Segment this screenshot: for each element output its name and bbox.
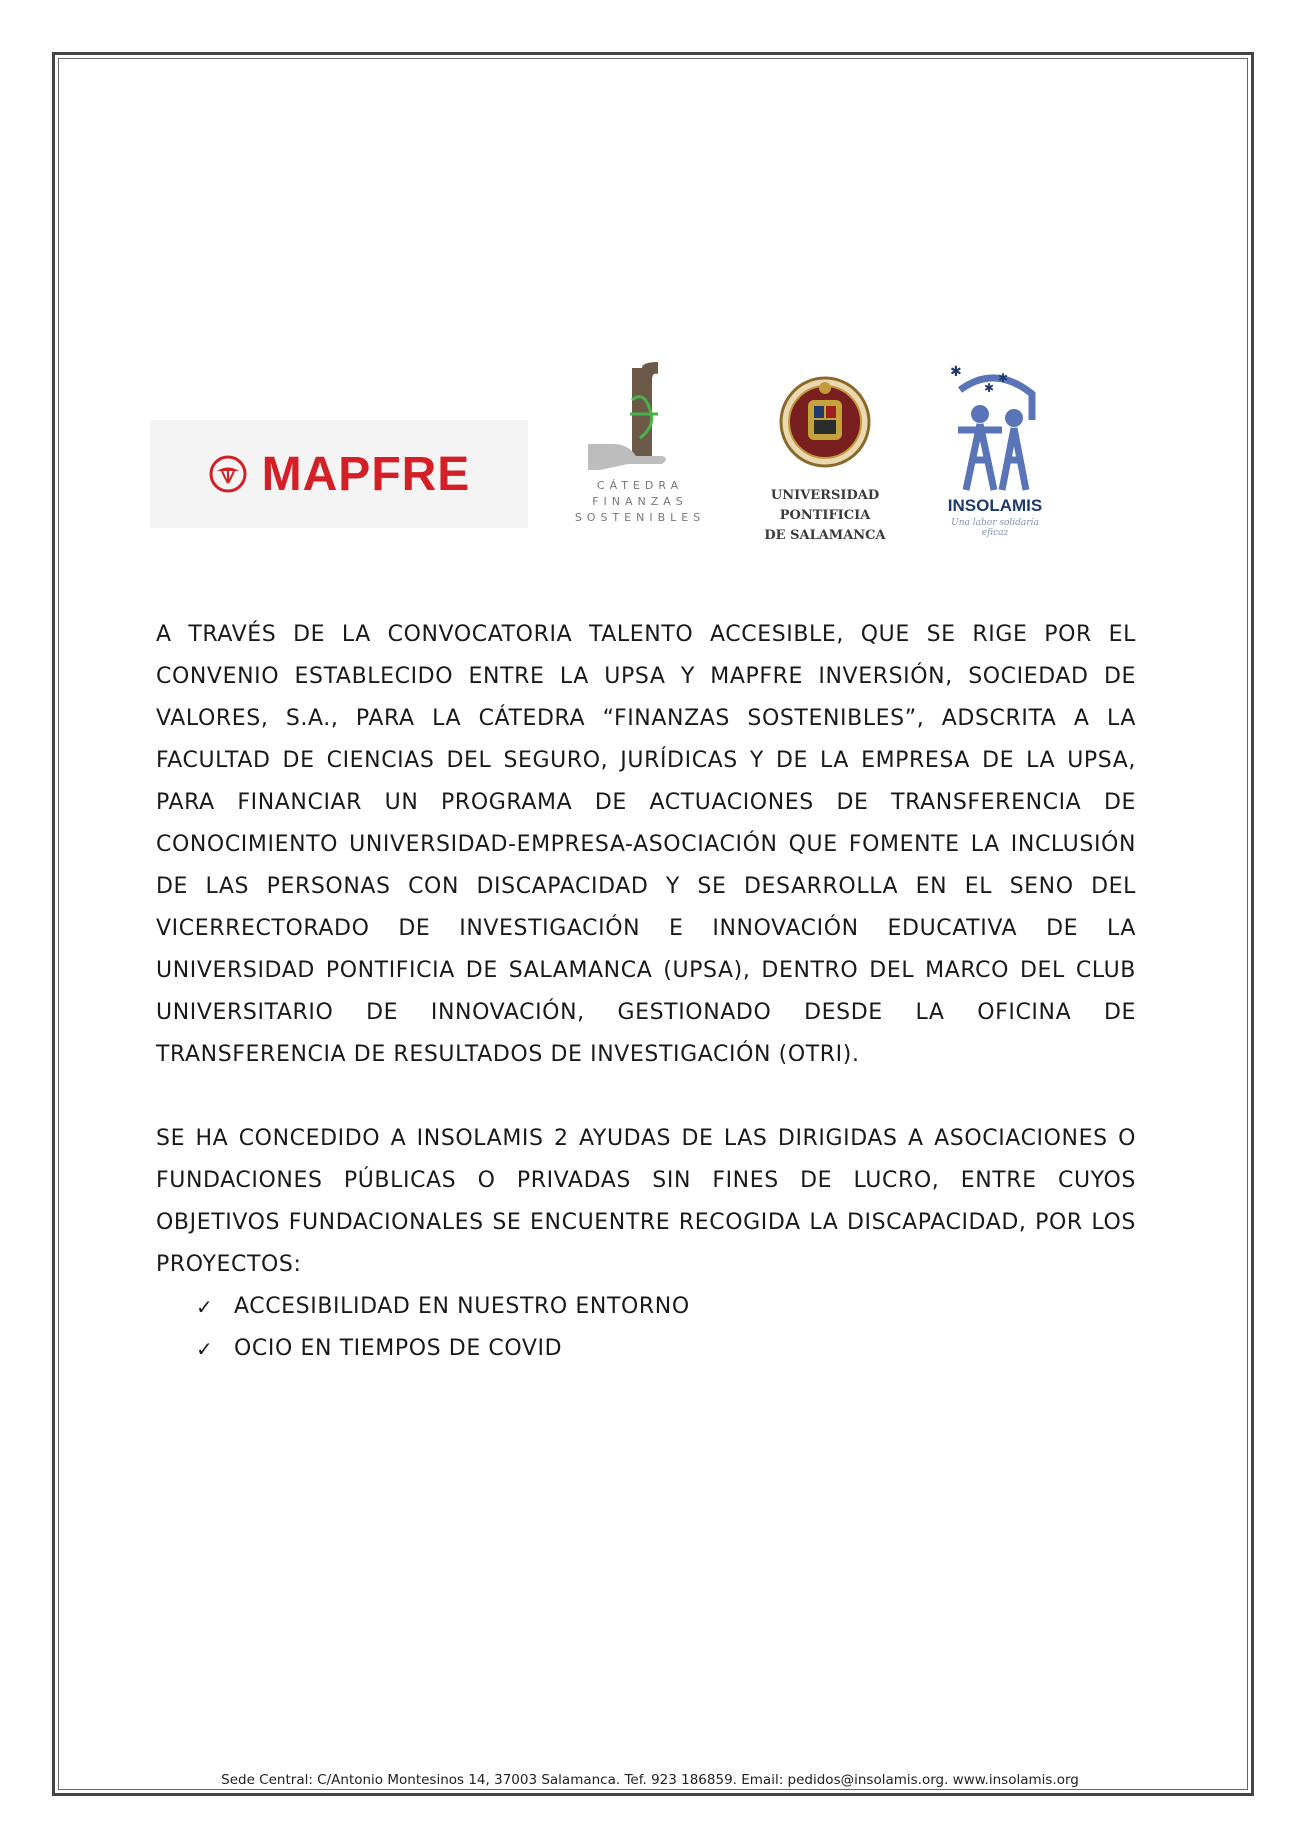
document-body <box>156 614 1136 1370</box>
project-label: OCIO EN TIEMPOS DE COVID <box>234 1336 563 1361</box>
upsa-coat-of-arms-icon <box>730 370 920 480</box>
svg-text:✱: ✱ <box>998 371 1009 385</box>
catedra-line-1: CÁTEDRA <box>596 479 684 492</box>
list-item <box>196 1328 1136 1370</box>
mapfre-emblem-icon <box>208 454 248 494</box>
list-item <box>196 1286 1136 1328</box>
mapfre-wordmark: MAPFRE <box>261 447 471 501</box>
catedra-line-3: SOSTENIBLES <box>574 511 706 524</box>
insolamis-figures-icon <box>940 360 1050 495</box>
logo-bar <box>150 360 1150 550</box>
project-list <box>156 1286 1136 1370</box>
catedra-finanzas-sostenibles-logo <box>570 360 710 540</box>
svg-text:✱: ✱ <box>950 364 962 380</box>
catedra-f-hand-icon <box>570 360 710 475</box>
upsa-line-1: UNIVERSIDAD PONTIFICIA <box>770 488 880 523</box>
mapfre-logo <box>150 420 528 528</box>
grant-paragraph: SE HA CONCEDIDO A INSOLAMIS 2 AYUDAS DE LAS DIRIGIDAS A ASOCIACIONES O FUNDACIONES PÚBLICAS O PRIVADAS SIN FINES DE LUCRO, ENTRE CUYOS OBJETIVOS FUNDACIONALES SE ENCUENTRE RECOGIDA LA DISCAPACIDAD, POR LOS PROYECTOS: <box>156 1126 1136 1277</box>
insolamis-wordmark: INSOLAMIS <box>947 496 1043 515</box>
upsa-logo <box>730 370 920 543</box>
project-label: ACCESIBILIDAD EN NUESTRO ENTORNO <box>234 1294 690 1319</box>
catedra-line-2: FINANZAS <box>592 495 688 508</box>
checkmark-icon: ✓ <box>196 1337 214 1361</box>
insolamis-logo <box>940 360 1060 550</box>
svg-text:✱: ✱ <box>984 381 995 395</box>
upsa-line-2: DE SALAMANCA <box>764 528 886 543</box>
intro-paragraph: A TRAVÉS DE LA CONVOCATORIA TALENTO ACCESIBLE, QUE SE RIGE POR EL CONVENIO ESTABLECIDO ENTRE LA UPSA Y MAPFRE INVERSIÓN, SOCIEDAD DE VALORES, S.A., PARA LA CÁTEDRA “FINANZAS SOSTENIBLES”, ADSCRITA A LA FACULTAD DE CIENCIAS DEL SEGURO, JURÍDICAS Y DE LA EMPRESA DE LA UPSA, PARA FINANCIAR UN PROGRAMA DE ACTUACIONES DE TRANSFERENCIA DE CONOCIMIENTO UNIVERSIDAD-EMPRESA-ASOCIACIÓN QUE FOMENTE LA INCLUSIÓN DE LAS PERSONAS CON DISCAPACIDAD Y SE DESARROLLA EN EL SENO DEL VICERRECTORADO DE INVESTIGACIÓN E INNOVACIÓN EDUCATIVA DE LA UNIVERSIDAD PONTIFICIA DE SALAMANCA (UPSA), DENTRO DEL MARCO DEL CLUB UNIVERSITARIO DE INNOVACIÓN, GESTIONADO DESDE LA OFICINA DE TRANSFERENCIA DE RESULTADOS DE INVESTIGACIÓN (OTRI). <box>156 622 1136 1067</box>
checkmark-icon: ✓ <box>196 1295 214 1319</box>
page-footer: Sede Central: C/Antonio Montesinos 14, 37003 Salamanca. Tef. 923 186859. Email: pedidos@insolamis.org. www.insolamis.org <box>221 1772 1079 1788</box>
insolamis-tagline: Una labor solidaria eficaz <box>951 518 1039 538</box>
